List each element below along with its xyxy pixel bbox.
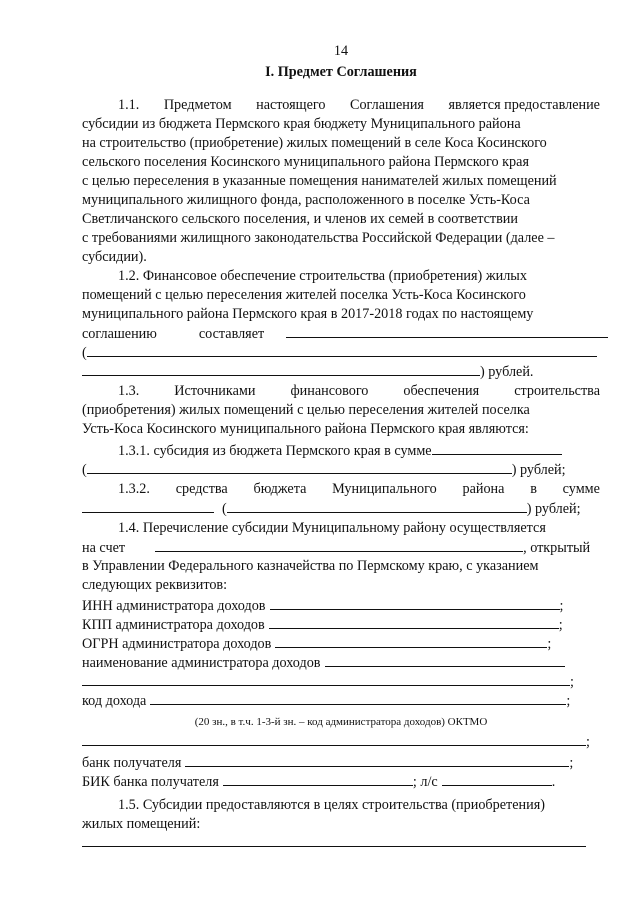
oktmo-field: ; <box>82 732 600 751</box>
paragraph-1-4-line: в Управлении Федерального казначейства по Пермскому краю, с указанием <box>82 558 539 574</box>
ogrn-field: ОГРН администратора доходов ; <box>82 636 552 652</box>
purpose-field <box>82 833 600 852</box>
admin-name-input[interactable] <box>325 653 565 667</box>
paragraph-1-1-line: субсидии из бюджета Пермского края бюджету Муниципального района <box>82 116 521 132</box>
paragraph-1-1-line: с целью переселения в указанные помещения нанимателей жилых помещений <box>82 173 557 189</box>
paragraph-1-4-line: на счет , открытый <box>82 540 591 556</box>
bik-field: БИК банка получателя ; л/с . <box>82 774 556 790</box>
bik-input[interactable] <box>223 772 413 786</box>
inn-field: ИНН администратора доходов ; <box>82 598 564 614</box>
paragraph-1-1-line: субсидии). <box>82 249 147 265</box>
paragraph-1-3-2-line: ( ) рублей; <box>82 499 600 518</box>
paragraph-1-3-line: Усть-Коса Косинского муниципального района Пермского края являются: <box>82 421 529 437</box>
ogrn-input[interactable] <box>275 634 547 648</box>
amount-blank[interactable] <box>286 324 608 338</box>
paragraph-1-1-line: Светличанского сельского поселения, и членов их семей в соответствии <box>82 211 518 227</box>
paragraph-1-5-line: жилых помещений: <box>82 816 201 832</box>
paragraph-1-1-line: с требованиями жилищного законодательства Российской Федерации (далее – <box>82 230 555 246</box>
paragraph-1-1-line: сельского поселения Косинского муниципального района Пермского края <box>82 154 529 170</box>
regional-subsidy-amount-blank[interactable] <box>432 441 562 455</box>
paragraph-1-5-line: 1.5. Субсидии предоставляются в целях строительства (приобретения) <box>118 797 545 813</box>
paragraph-1-1-line: 1.1. Предметом настоящего Соглашения является предоставление <box>118 97 600 113</box>
admin-name-field: наименование администратора доходов <box>82 653 600 672</box>
inn-input[interactable] <box>270 596 560 610</box>
income-code-field: код дохода ; <box>82 693 571 709</box>
paragraph-1-2-line: помещений с целью переселения жителей поселка Усть-Коса Косинского <box>82 287 526 303</box>
paragraph-1-2-line: соглашению составляет <box>82 324 600 343</box>
section-title: I. Предмет Соглашения <box>265 64 417 80</box>
income-code-input[interactable] <box>150 691 566 705</box>
kpp-input[interactable] <box>269 615 559 629</box>
paragraph-1-3-1-line: ( ) рублей; <box>82 462 566 478</box>
municipal-amount-words-blank[interactable] <box>227 499 527 513</box>
oktmo-input[interactable] <box>82 732 586 746</box>
account-number-blank[interactable] <box>155 538 523 552</box>
paragraph-1-4-line: следующих реквизитов: <box>82 577 228 593</box>
page-number: 14 <box>333 43 349 59</box>
paragraph-1-4-line: 1.4. Перечисление субсидии Муниципальному району осуществляется <box>118 520 546 536</box>
admin-name-input-2[interactable] <box>82 672 570 686</box>
paragraph-1-2-line: 1.2. Финансовое обеспечение строительства (приобретения) жилых <box>118 268 527 284</box>
admin-name-field-cont: ; <box>82 672 600 691</box>
kpp-field: КПП администратора доходов ; <box>82 617 563 633</box>
paragraph-1-1-line: муниципального жилищного фонда, расположенного в поселке Усть-Коса <box>82 192 530 208</box>
municipal-amount-blank[interactable] <box>82 499 214 513</box>
bank-input[interactable] <box>185 753 569 767</box>
amount-in-words-blank[interactable] <box>87 343 597 357</box>
personal-account-input[interactable] <box>442 772 552 786</box>
regional-subsidy-words-blank[interactable] <box>87 460 512 474</box>
bank-field: банк получателя ; <box>82 755 574 771</box>
paragraph-1-3-1-line: 1.3.1. субсидия из бюджета Пермского края в сумме <box>82 441 600 460</box>
paragraph-1-2-line: ) рублей. <box>82 362 600 381</box>
paragraph-1-1-line: на строительство (приобретение) жилых помещений в селе Коса Косинского <box>82 135 547 151</box>
paragraph-1-3-2-line: 1.3.2. средства бюджета Муниципального района в сумме <box>118 481 600 497</box>
paragraph-1-2-line: ( <box>82 343 600 362</box>
paragraph-1-2-line: муниципального района Пермского края в 2017-2018 годах по настоящему <box>82 306 534 322</box>
paragraph-1-3-line: (приобретения) жилых помещений с целью переселения жителей поселка <box>82 402 530 418</box>
income-code-hint: (20 зн., в т.ч. 1-3-й зн. – код администратора доходов) ОКТМО <box>194 716 488 728</box>
amount-in-words-blank-2[interactable] <box>82 362 480 376</box>
paragraph-1-3-line: 1.3. Источниками финансового обеспечения строительства <box>118 383 600 399</box>
purpose-input[interactable] <box>82 833 586 847</box>
